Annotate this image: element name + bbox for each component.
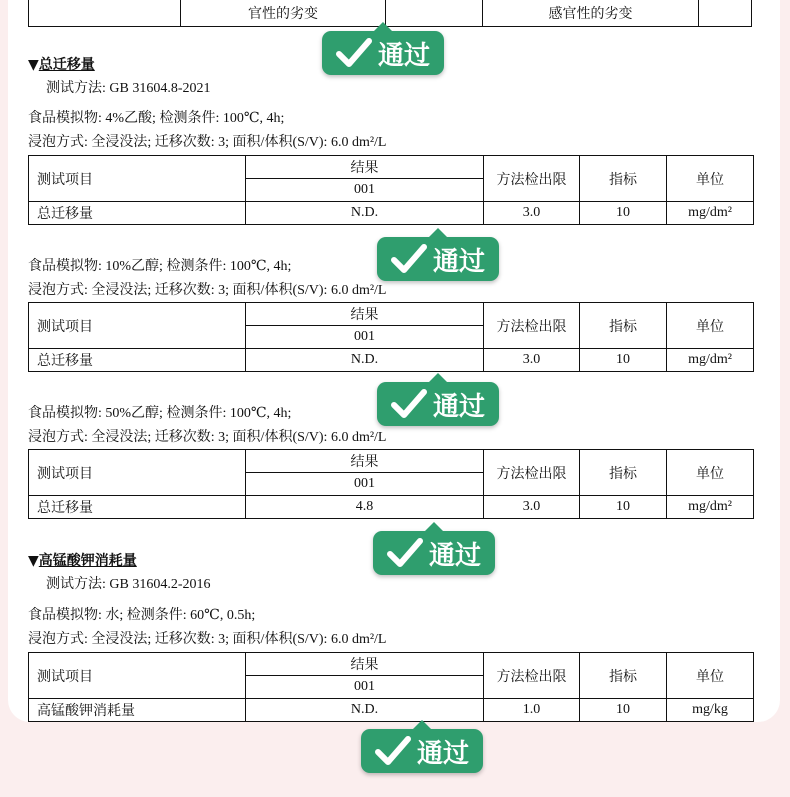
- top-right-cell: 感官性的劣变: [483, 0, 699, 27]
- row-item: 总迁移量: [29, 349, 246, 372]
- method-kmno4: 测试方法: GB 31604.2-2016: [46, 577, 211, 592]
- soak-text: 浸泡方式: 全浸没法; 迁移次数: 3; 面积/体积(S/V): 6.0 dm²/L: [28, 283, 387, 298]
- soak-text: 浸泡方式: 全浸没法; 迁移次数: 3; 面积/体积(S/V): 6.0 dm²/L: [28, 632, 387, 647]
- row-index: 10: [580, 699, 667, 722]
- header-result: 结果: [246, 303, 484, 326]
- row-limit: 3.0: [484, 349, 580, 372]
- pass-badge-label: 通过: [417, 738, 470, 769]
- conditions-text: 食品模拟物: 4%乙酸; 检测条件: 100℃, 4h;: [28, 111, 285, 126]
- header-index: 指标: [580, 653, 667, 699]
- row-unit: mg/dm²: [667, 496, 754, 519]
- row-result: N.D.: [246, 202, 484, 225]
- row-index: 10: [580, 202, 667, 225]
- conditions-text: 食品模拟物: 10%乙醇; 检测条件: 100℃, 4h;: [28, 259, 292, 274]
- result-table: [28, 302, 754, 372]
- row-limit: 3.0: [484, 202, 580, 225]
- conditions-text: 食品模拟物: 50%乙醇; 检测条件: 100℃, 4h;: [28, 406, 292, 421]
- result-table: [28, 449, 754, 519]
- result-table: [28, 155, 754, 225]
- header-index: 指标: [580, 450, 667, 496]
- check-icon: [387, 537, 423, 569]
- header-limit: 方法检出限: [484, 450, 580, 496]
- row-unit: mg/dm²: [667, 349, 754, 372]
- header-item: 测试项目: [29, 303, 246, 349]
- header-sample: 001: [246, 179, 484, 202]
- pass-badge: [373, 531, 495, 575]
- pass-badge: [361, 729, 483, 773]
- section-title-kmno4: ▼高锰酸钾消耗量: [28, 553, 137, 569]
- row-limit: 3.0: [484, 496, 580, 519]
- soak-text: 浸泡方式: 全浸没法; 迁移次数: 3; 面积/体积(S/V): 6.0 dm²/L: [28, 430, 387, 445]
- header-limit: 方法检出限: [484, 303, 580, 349]
- conditions-text: 食品模拟物: 水; 检测条件: 60℃, 0.5h;: [28, 608, 256, 623]
- header-sample: 001: [246, 676, 484, 699]
- soak-text: 浸泡方式: 全浸没法; 迁移次数: 3; 面积/体积(S/V): 6.0 dm²/L: [28, 135, 387, 150]
- header-unit: 单位: [667, 303, 754, 349]
- header-sample: 001: [246, 326, 484, 349]
- header-limit: 方法检出限: [484, 653, 580, 699]
- header-unit: 单位: [667, 450, 754, 496]
- header-result: 结果: [246, 156, 484, 179]
- section-title-migration: ▼总迁移量: [28, 57, 95, 73]
- header-item: 测试项目: [29, 450, 246, 496]
- header-index: 指标: [580, 303, 667, 349]
- row-index: 10: [580, 349, 667, 372]
- row-item: 高锰酸钾消耗量: [29, 699, 246, 722]
- pass-badge-label: 通过: [429, 540, 482, 571]
- header-unit: 单位: [667, 653, 754, 699]
- check-icon: [375, 735, 411, 767]
- row-index: 10: [580, 496, 667, 519]
- pass-badge-label: 通过: [433, 246, 486, 277]
- pass-badge: [377, 382, 499, 426]
- method-migration: 测试方法: GB 31604.8-2021: [46, 81, 211, 96]
- row-unit: mg/dm²: [667, 202, 754, 225]
- row-item: 总迁移量: [29, 496, 246, 519]
- header-sample: 001: [246, 473, 484, 496]
- header-result: 结果: [246, 653, 484, 676]
- pass-badge-label: 通过: [433, 391, 486, 422]
- row-result: 4.8: [246, 496, 484, 519]
- result-table: [28, 652, 754, 722]
- row-limit: 1.0: [484, 699, 580, 722]
- header-item: 测试项目: [29, 156, 246, 202]
- header-index: 指标: [580, 156, 667, 202]
- row-result: N.D.: [246, 349, 484, 372]
- check-icon: [391, 243, 427, 275]
- pass-badge: [377, 237, 499, 281]
- pass-badge: [322, 31, 444, 75]
- top-left-cell: 官性的劣变: [181, 0, 386, 27]
- row-result: N.D.: [246, 699, 484, 722]
- check-icon: [391, 388, 427, 420]
- check-icon: [336, 37, 372, 69]
- header-unit: 单位: [667, 156, 754, 202]
- row-item: 总迁移量: [29, 202, 246, 225]
- pass-badge-label: 通过: [378, 40, 431, 71]
- header-limit: 方法检出限: [484, 156, 580, 202]
- header-result: 结果: [246, 450, 484, 473]
- header-item: 测试项目: [29, 653, 246, 699]
- row-unit: mg/kg: [667, 699, 754, 722]
